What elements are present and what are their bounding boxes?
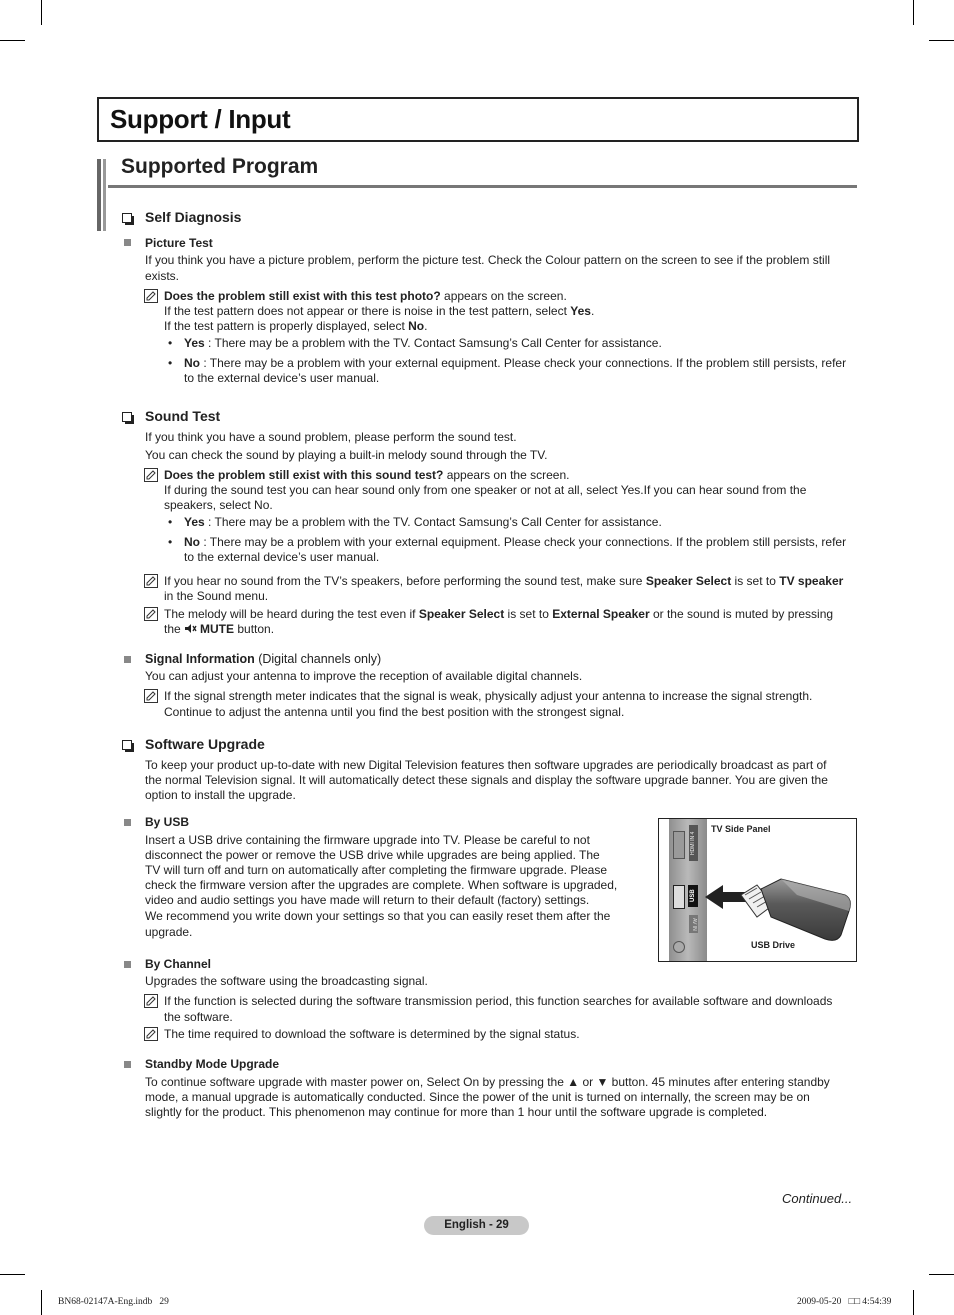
usb-figure (658, 818, 857, 962)
note-icon (144, 574, 158, 588)
crop-mark (929, 40, 954, 41)
by-channel-note: the software. (164, 1010, 233, 1024)
signal-info-note: Continue to adjust the antenna until you find the best position with the strongest signal. (164, 705, 625, 719)
picture-test-note: If the test pattern is properly displayed, select No. (164, 319, 428, 333)
software-upgrade-text: option to install the upgrade. (145, 788, 296, 802)
by-usb-text: Insert a USB drive containing the firmware upgrade into TV. Please be careful to not (145, 833, 590, 847)
checkbox-icon (122, 412, 132, 422)
by-usb-text: video and audio settings you have made will return to their default (factory) settings. (145, 893, 590, 907)
av-port-label: AV IN (689, 915, 698, 933)
av-jack (673, 941, 685, 953)
heading-self-diagnosis: Self Diagnosis (145, 209, 242, 225)
crop-mark (913, 1290, 914, 1315)
picture-test-yes: Yes : There may be a problem with the TV. Contact Samsung’s Call Center for assistance. (184, 336, 662, 350)
speaker-select-note: in the Sound menu. (164, 589, 269, 603)
page-number: English - 29 (424, 1216, 529, 1235)
section-title: Supported Program (121, 155, 319, 178)
note-icon (144, 607, 158, 621)
hdmi-port (673, 831, 685, 859)
section-rule (108, 185, 857, 188)
crop-mark (41, 1290, 42, 1315)
by-channel-note: If the function is selected during the software transmission period, this function searches for available software and downloads (164, 994, 833, 1008)
mute-icon (184, 623, 197, 634)
crop-mark (41, 0, 42, 25)
picture-test-no: No : There may be a problem with your external equipment. Please check your connections. If the problem still persists, refer (184, 356, 847, 370)
speaker-select-note: If you hear no sound from the TV’s speakers, before performing the sound test, make sure Speaker Select is set to TV speaker (164, 574, 844, 588)
bullet-icon: • (168, 356, 173, 370)
subheading-picture-test: Picture Test (145, 236, 213, 250)
sound-test-text: If you think you have a sound problem, please perform the sound test. (145, 430, 517, 444)
sound-test-text: You can check the sound by playing a built-in melody sound through the TV. (145, 448, 548, 462)
note-icon (144, 468, 158, 482)
usb-port (673, 885, 685, 909)
bullet-icon: • (168, 535, 173, 549)
heading-sound-test: Sound Test (145, 408, 221, 424)
subheading-by-channel: By Channel (145, 957, 212, 971)
heading-software-upgrade: Software Upgrade (145, 736, 265, 752)
standby-text: slightly for the product. This phenomenon may continue for more than 1 hour until the software upgrade is completed. (145, 1105, 768, 1119)
note-icon (144, 1027, 158, 1041)
usb-drive-label: USB Drive (751, 940, 796, 950)
signal-info-text: You can adjust your antenna to improve the reception of available digital channels. (145, 669, 583, 683)
crop-mark (0, 40, 25, 41)
by-usb-text: check the firmware version after the upgrades are complete. When software is upgraded, (145, 878, 618, 892)
square-bullet-icon (124, 656, 131, 663)
standby-text: To continue software upgrade with master power on, Select On by pressing the ▲ or ▼ button. 45 minutes after entering standby (145, 1075, 830, 1089)
picture-test-text: If you think you have a picture problem, perform the picture test. Check the Colour pattern on the screen to see if the problem still (145, 253, 831, 267)
melody-note: The melody will be heard during the test even if Speaker Select is set to External Speaker or the sound is muted by pressing (164, 607, 834, 621)
melody-note: the MUTE button. (164, 622, 275, 636)
sound-test-yes: Yes : There may be a problem with the TV. Contact Samsung’s Call Center for assistance. (184, 515, 662, 529)
print-file-info: BN68-02147A-Eng.indb 29 (58, 1297, 169, 1307)
picture-test-note: If the test pattern does not appear or there is noise in the test pattern, select Yes. (164, 304, 595, 318)
crop-mark (929, 1274, 954, 1275)
by-usb-text: TV will turn off and turn on automatically after completing the firmware upgrade. Please (145, 863, 608, 877)
bullet-icon: • (168, 336, 173, 350)
sound-test-note: If during the sound test you can hear sound only from one speaker or not at all, select Yes.If you can hear sound from the (164, 483, 807, 497)
software-upgrade-text: To keep your product up-to-date with new Digital Television features then software upgrades are periodically broadcast as part of (145, 758, 827, 772)
sound-test-note: Does the problem still exist with this sound test? appears on the screen. (164, 468, 570, 482)
by-usb-text: We recommend you write down your settings so that you can easily reset them after the (145, 909, 611, 923)
usb-drive-image (737, 877, 855, 945)
square-bullet-icon (124, 961, 131, 968)
by-usb-text: disconnect the power or remove the USB drive while upgrades are being applied. The (145, 848, 600, 862)
crop-mark (0, 1274, 25, 1275)
chapter-header (97, 97, 859, 142)
chapter-title: Support / Input (110, 104, 291, 134)
standby-text: mode, a manual upgrade is automatically conducted. Since the power of the unit is turned on internally, the screen may be on (145, 1090, 810, 1104)
checkbox-icon (122, 213, 132, 223)
sound-test-no: No : There may be a problem with your external equipment. Please check your connections. If the problem still persists, refer (184, 535, 847, 549)
note-icon (144, 689, 158, 703)
subheading-signal-information: Signal Information (Digital channels only) (145, 652, 382, 666)
picture-test-text: exists. (145, 269, 180, 283)
square-bullet-icon (124, 239, 131, 246)
tv-side-panel-label: TV Side Panel (711, 824, 771, 834)
subheading-by-usb: By USB (145, 815, 190, 829)
sound-test-note: speakers, select No. (164, 498, 273, 512)
picture-test-no: to the external device’s user manual. (184, 371, 380, 385)
note-icon (144, 289, 158, 303)
square-bullet-icon (124, 819, 131, 826)
usb-port-label: USB (688, 885, 698, 907)
square-bullet-icon (124, 1061, 131, 1068)
continued-label: Continued... (782, 1191, 853, 1206)
note-icon (144, 994, 158, 1008)
signal-info-note: If the signal strength meter indicates that the signal is weak, physically adjust your antenna to increase the signal strength. (164, 689, 813, 703)
hdmi-port-label: HDMI IN 4 (689, 825, 698, 861)
print-date-info: 2009-05-20 □□ 4:54:39 (797, 1297, 892, 1307)
by-channel-note: The time required to download the software is determined by the signal status. (164, 1027, 580, 1041)
bullet-icon: • (168, 515, 173, 529)
software-upgrade-text: the normal Television signal. It will automatically detect these signals and display the software upgrade banner. You are given the (145, 773, 828, 787)
subheading-standby-mode-upgrade: Standby Mode Upgrade (145, 1057, 280, 1071)
sound-test-no: to the external device’s user manual. (184, 550, 380, 564)
crop-mark (913, 0, 914, 25)
picture-test-note: Does the problem still exist with this test photo? appears on the screen. (164, 289, 567, 303)
checkbox-icon (122, 740, 132, 750)
by-channel-text: Upgrades the software using the broadcasting signal. (145, 974, 428, 988)
by-usb-text: upgrade. (145, 925, 193, 939)
